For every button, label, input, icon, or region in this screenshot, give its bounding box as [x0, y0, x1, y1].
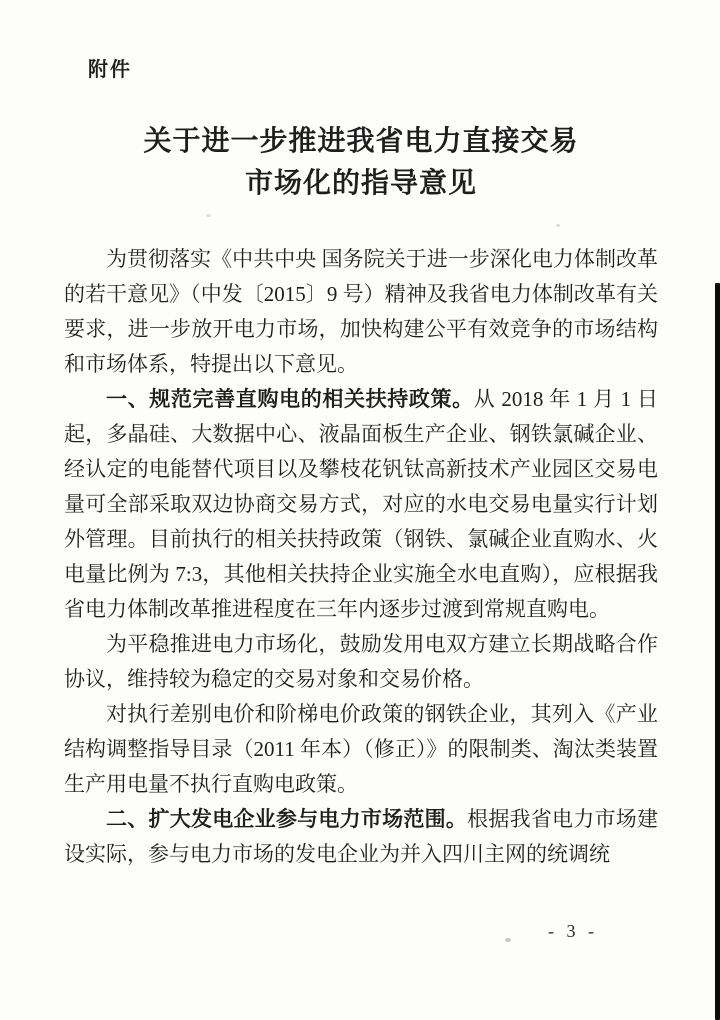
- document-title: [64, 120, 658, 204]
- attachment-label: 附件: [88, 59, 132, 81]
- page-number: - 3 -: [548, 921, 598, 941]
- paragraph-lead: 二、扩大发电企业参与电力市场范围。: [106, 808, 468, 831]
- paragraph-text: 从 2018 年 1 月 1 日起，多晶硅、大数据中心、液晶面板生产企业、钢铁氯碱企业、经认定的电能替代项目以及攀枝花钒钛高新技术产业园区交易电量可全部采取双边协商交易方式，对应的水电交易电量实行计划外管理。目前执行的相关扶持政策（钢铁、氯碱企业直购水、火电量比例为 7:3，其他相关扶持企业实施全水电直购），应根据我省电力体制改革推进程度在三年内逐步过渡到常规直购电。: [64, 387, 659, 621]
- title-line-2: 市场化的指导意见: [244, 167, 477, 198]
- paragraph: [64, 382, 658, 627]
- scan-speck: [505, 938, 511, 942]
- document-body: [64, 242, 658, 872]
- scan-speck: [206, 214, 211, 217]
- paragraph-text: 根据我省电力市场建设实际，参与电力市场的发电企业为并入四川主网的统调统: [64, 807, 659, 866]
- paragraph-text: 对执行差别电价和阶梯电价政策的钢铁企业，其列入《产业结构调整指导目录（2011 年本）（修正）》的限制类、淘汰类装置生产用电量不执行直购电政策。: [64, 702, 658, 796]
- scan-speck: [556, 224, 560, 227]
- paragraph-text: 为平稳推进电力市场化，鼓励发用电双方建立长期战略合作协议，维持较为稳定的交易对象和交易价格。: [64, 632, 658, 691]
- paragraph-lead: 一、规范完善直购电的相关扶持政策。: [106, 388, 474, 411]
- paragraph: [64, 242, 658, 382]
- paragraph: [64, 697, 658, 802]
- title-line-1: 关于进一步推进我省电力直接交易: [143, 125, 579, 156]
- paragraph-text: 为贯彻落实《中共中央 国务院关于进一步深化电力体制改革的若干意见》（中发〔2015〕9 号）精神及我省电力体制改革有关要求，进一步放开电力市场，加快构建公平有效竞争的市场结构和市场体系，特提出以下意见。: [64, 247, 658, 376]
- paragraph: [64, 627, 658, 697]
- paragraph: [64, 802, 658, 872]
- scan-edge-artifact: [715, 283, 720, 1020]
